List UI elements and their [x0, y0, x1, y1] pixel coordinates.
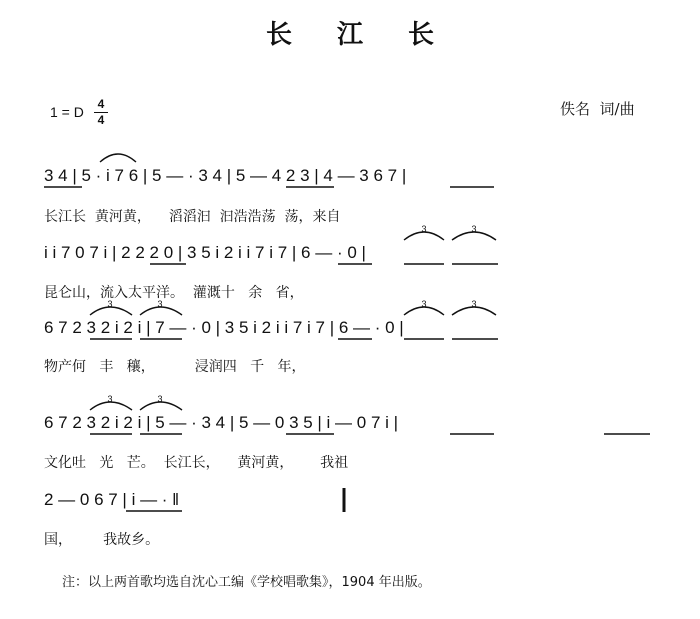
lyric-line-5: 国， 我故乡。 — [44, 532, 160, 548]
notation-line-4: 6 7 2 3 2 i 2 i | 5 — · 3 4 | 5 — 0 3 5 | i — 0 7 i | — [44, 413, 399, 432]
key-signature: 1 = D — [50, 104, 84, 120]
notation-line-5: 2 — 0 6 7 | i — · ‖ — [44, 490, 180, 509]
slur-mark — [100, 154, 136, 162]
triplet-number: 3 — [157, 299, 163, 309]
triplet-number: 3 — [107, 394, 113, 404]
page-title: 长 江 长 — [265, 20, 453, 50]
lyric-line-4: 文化吐 光 芒。 长江长， 黄河黄， 我祖 — [44, 455, 349, 471]
lyric-line-3: 物产何 丰 穰， 浸润四 千 年， — [44, 359, 306, 375]
time-signature-top: 4 — [97, 97, 105, 111]
triplet-number: 3 — [471, 224, 477, 234]
footnote: 注：以上两首歌均选自沈心工编《学校唱歌集》，1904 年出版。 — [62, 575, 431, 590]
triplet-number: 3 — [421, 299, 427, 309]
triplet-number: 3 — [107, 299, 113, 309]
credit-line: 佚名 词/曲 — [560, 100, 635, 118]
triplet-number: 3 — [157, 394, 163, 404]
notation-line-3: 6 7 2 3 2 i 2 i | 7 — · 0 | 3 5 i 2 i i 7 i 7 | 6 — · 0 | — [44, 318, 404, 337]
lyric-line-2: 昆仑山，流入太平洋。 灌溉十 余 省， — [44, 285, 304, 301]
time-signature-bottom: 4 — [97, 113, 105, 127]
lyric-line-1: 长江长 黄河黄， 滔滔汩 汩浩浩荡 荡，来自 — [44, 209, 341, 225]
notation-line-2: i i 7 0 7 i | 2 2 2 0 | 3 5 i 2 i i 7 i 7 | 6 — · 0 | — [44, 243, 366, 262]
triplet-number: 3 — [471, 299, 477, 309]
notation-line-1: 3 4 | 5 · i 7 6 | 5 — · 3 4 | 5 — 4 2 3 | 4 — 3 6 7 | — [44, 166, 407, 185]
triplet-number: 3 — [421, 224, 427, 234]
